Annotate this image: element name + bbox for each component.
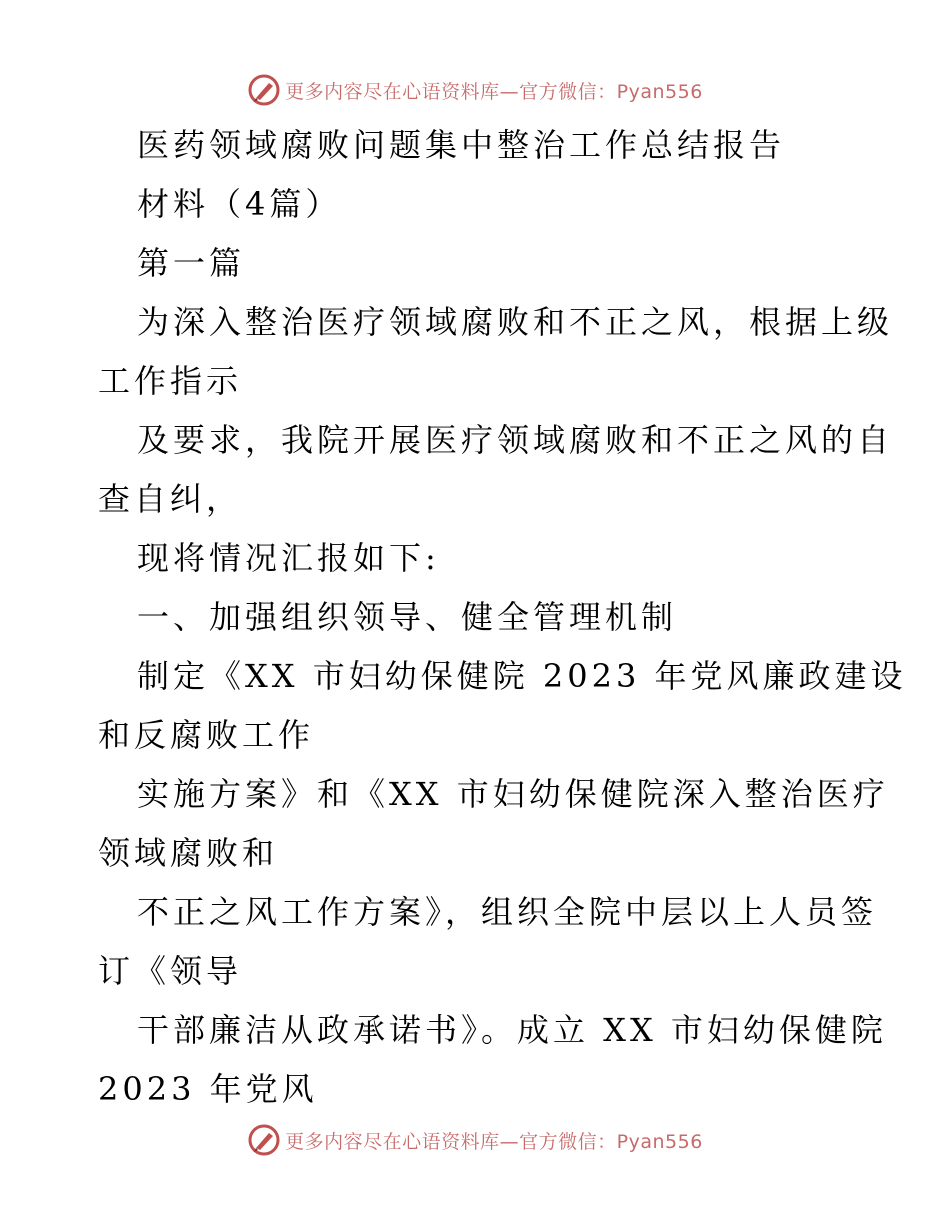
paragraph-line: 干部廉洁从政承诺书》。成立 XX 市妇幼保健院 (137, 1011, 887, 1049)
paragraph-line: 领域腐败和 (98, 834, 279, 872)
paragraph-line: 订《领导 (98, 952, 243, 990)
paragraph-line: 工作指示 (98, 362, 243, 400)
paragraph-line: 及要求，我院开展医疗领域腐败和不正之风的自 (137, 421, 894, 459)
paragraph-line: 和反腐败工作 (98, 716, 315, 754)
watermark-text: 更多内容尽在心语资料库—官方微信：Pyan556 (285, 80, 703, 103)
paragraph-line: 2023 年党风 (98, 1070, 318, 1108)
watermark-text: 更多内容尽在心语资料库—官方微信：Pyan556 (285, 1130, 703, 1153)
paragraph-line: 查自纠， (98, 480, 243, 518)
paragraph-line: 不正之风工作方案》，组织全院中层以上人员签 (137, 893, 878, 931)
pen-logo-icon (247, 1123, 281, 1157)
document-title: 医药领域腐败问题集中整治工作总结报告 (137, 126, 786, 164)
footer-watermark (0, 1120, 950, 1160)
section-heading: 第一篇 (137, 244, 246, 282)
paragraph-line: 现将情况汇报如下: (137, 539, 440, 577)
paragraph-line: 制定《XX 市妇幼保健院 2023 年党风廉政建设 (137, 657, 907, 695)
subsection-heading: 一、加强组织领导、健全管理机制 (137, 598, 678, 636)
paragraph-line: 为深入整治医疗领域腐败和不正之风，根据上级 (137, 303, 894, 341)
document-subtitle: 材料（4篇） (137, 185, 342, 223)
paragraph-line: 实施方案》和《XX 市妇幼保健院深入整治医疗 (137, 775, 889, 813)
